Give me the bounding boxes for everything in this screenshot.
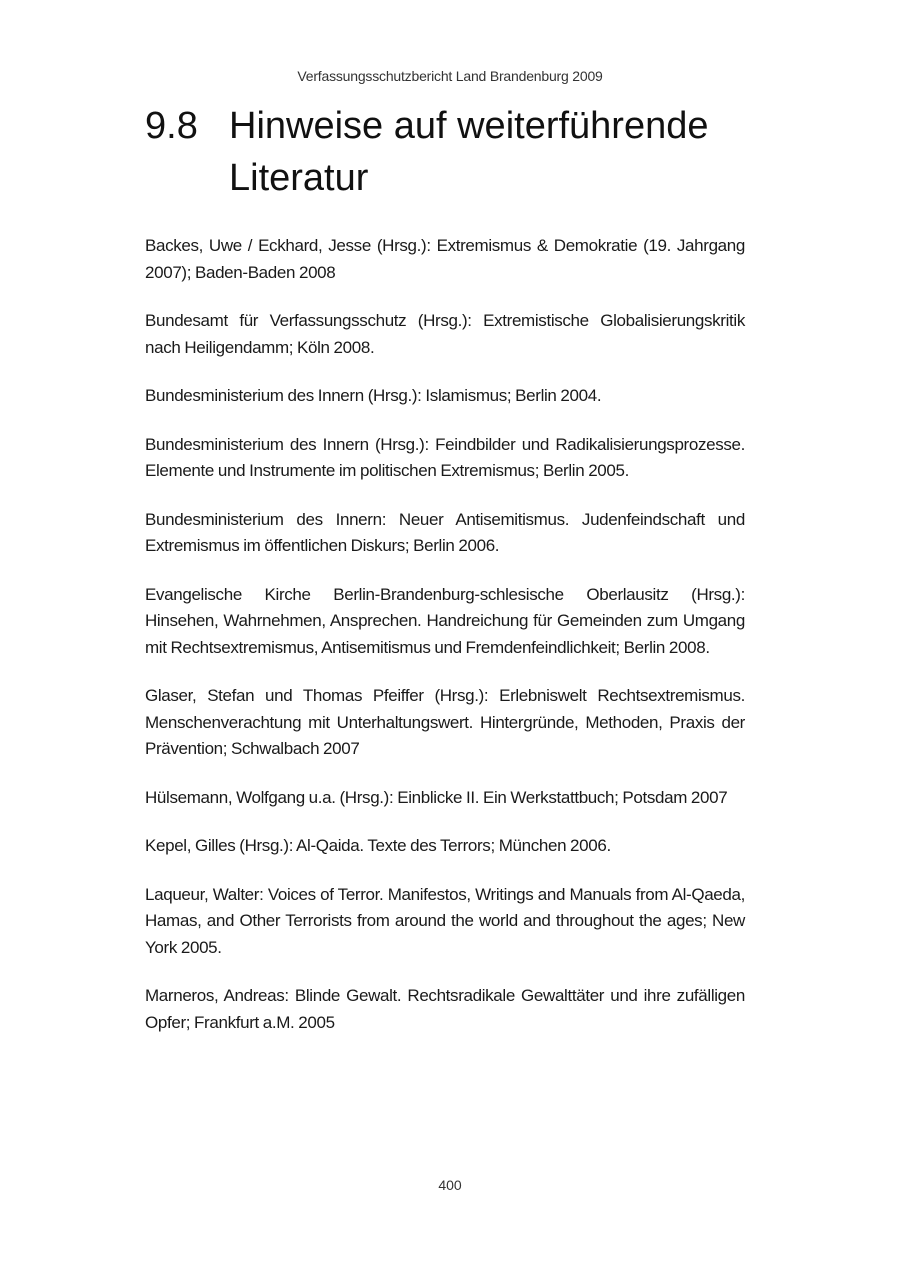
bibliography-entry: Marneros, Andreas: Blinde Gewalt. Rechtsradikale Gewalttäter und ihre zufälligen Opfer; Frankfurt a.M. 2005 bbox=[145, 986, 745, 1032]
bibliography-entry: Bundesamt für Verfassungsschutz (Hrsg.): Extremistische Globalisierungskritik nach Heiligendamm; Köln 2008. bbox=[145, 311, 745, 357]
bibliography-entry: Glaser, Stefan und Thomas Pfeiffer (Hrsg.): Erlebniswelt Rechtsextremismus. Menschenverachtung mit Unterhaltungswert. Hintergründe, Methoden, Praxis der Prävention; Schwalbach 2007 bbox=[145, 686, 745, 758]
bibliography-entry: Bundesministerium des Innern (Hrsg.): Islamismus; Berlin 2004. bbox=[145, 386, 602, 405]
bibliography-entry: Laqueur, Walter: Voices of Terror. Manifestos, Writings and Manuals from Al-Qaeda, Hamas, and Other Terrorists from around the world and throughout the ages; New York 2005. bbox=[145, 884, 745, 957]
bibliography-entry: Backes, Uwe / Eckhard, Jesse (Hrsg.): Extremismus & Demokratie (19. Jahrgang 2007); Baden-Baden 2008 bbox=[145, 236, 745, 282]
bibliography-list bbox=[145, 233, 745, 1058]
page-number: 400 bbox=[438, 1177, 462, 1193]
bibliography-entry: Bundesministerium des Innern (Hrsg.): Feindbilder und Radikalisierungsprozesse. Elemente und Instrumente im politischen Extremismus; Berlin 2005. bbox=[145, 434, 745, 480]
running-header: Verfassungsschutzbericht Land Brandenburg 2009 bbox=[297, 68, 603, 84]
bibliography-entry: Evangelische Kirche Berlin-Brandenburg-schlesische Oberlausitz (Hrsg.): Hinsehen, Wahrnehmen, Ansprechen. Handreichung für Gemeinden zum Umgang mit Rechtsextremismus, Antisemitismus und Fremdenfeindlichkeit; Berlin 2008. bbox=[145, 584, 745, 657]
bibliography-entry: Bundesministerium des Innern: Neuer Antisemitismus. Judenfeindschaft und Extremismus im öffentlichen Diskurs; Berlin 2006. bbox=[145, 509, 745, 555]
section-number: 9.8 bbox=[145, 105, 198, 147]
bibliography-entry: Kepel, Gilles (Hrsg.): Al-Qaida. Texte des Terrors; München 2006. bbox=[145, 836, 611, 855]
bibliography-entry: Hülsemann, Wolfgang u.a. (Hrsg.): Einblicke II. Ein Werkstattbuch; Potsdam 2007 bbox=[145, 787, 728, 807]
section-title: Hinweise auf weiterführende Literatur bbox=[229, 105, 709, 199]
